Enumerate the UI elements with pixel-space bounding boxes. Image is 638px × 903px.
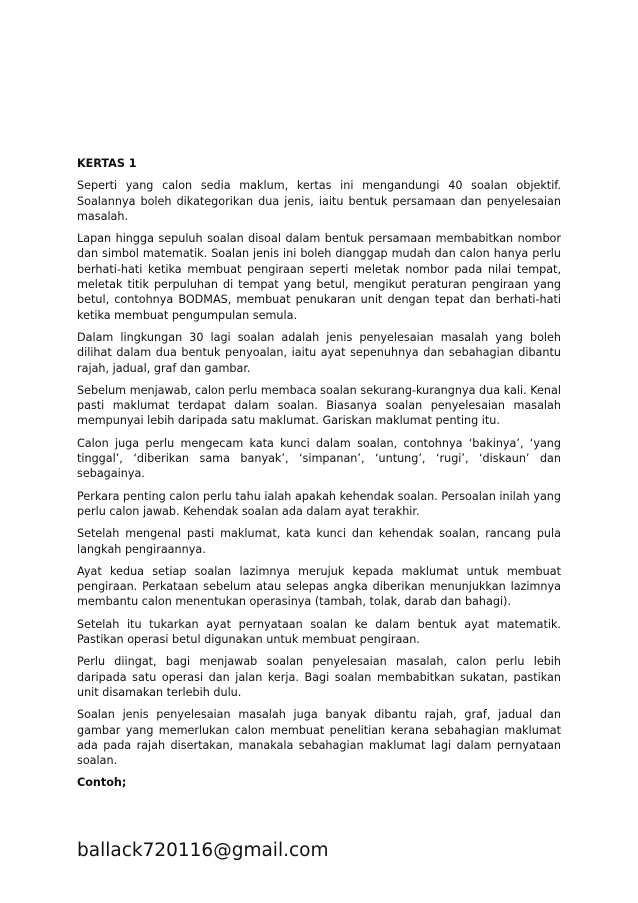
- section-heading: KERTAS 1: [77, 157, 137, 170]
- paragraph-6: Perkara penting calon perlu tahu ialah apakah kehendak soalan. Persoalan inilah yang perlu calon jawab. Kehendak soalan ada dalam ayat terakhir.: [77, 489, 561, 518]
- paragraph-2: Lapan hingga sepuluh soalan disoal dalam bentuk persamaan membabitkan nombor dan simbol matematik. Soalan jenis ini boleh dianggap mudah dan calon hanya perlu berhati-hati ketika membuat pengiraan seperti meletak nombor pada nilai tempat, meletak titik perpuluhan di tempat yang betul, mengikut peraturan pengiraan yang betul, contohnya BODMAS, membuat penukaran unit dengan tepat dan berhati-hati ketika membuat pengumpulan semula.: [77, 232, 561, 322]
- paragraph-8: Ayat kedua setiap soalan lazimnya merujuk kepada maklumat untuk membuat pengiraan. Perkataan sebelum atau selepas angka diberikan menunjukkan lazimnya membantu calon menentukan operasinya (tambah, tolak, darab dan bahagi).: [77, 564, 561, 609]
- paragraph-10: Perlu diingat, bagi menjawab soalan penyelesaian masalah, calon perlu lebih daripada satu operasi dan jalan kerja. Bagi soalan membabitkan sukatan, pastikan unit disamakan terlebih dulu.: [77, 655, 561, 699]
- example-label: Contoh;: [77, 776, 127, 790]
- paragraph-7: Setelah mengenal pasti maklumat, kata kunci dan kehendak soalan, rancang pula langkah pengiraannya.: [77, 527, 561, 556]
- footer-email: ballack720116@gmail.com: [77, 840, 329, 861]
- document-body: [77, 156, 561, 791]
- paragraph-4: Sebelum menjawab, calon perlu membaca soalan sekurang-kurangnya dua kali. Kenal pasti maklumat terdapat dalam soalan. Biasanya soalan penyelesaian masalah mempunyai lebih daripada satu maklumat. Gariskan maklumat penting itu.: [77, 383, 561, 428]
- paragraph-9: Setelah itu tukarkan ayat pernyataan soalan ke dalam bentuk ayat matematik. Pastikan operasi betul digunakan untuk membuat pengiraan.: [77, 617, 561, 647]
- paragraph-11: Soalan jenis penyelesaian masalah juga banyak dibantu rajah, graf, jadual dan gambar yang memerlukan calon membuat penelitian kerana sebahagian maklumat ada pada rajah disertakan, manakala sebahagian maklumat lagi dalam pernyataan soalan.: [77, 708, 561, 768]
- paragraph-1: Seperti yang calon sedia maklum, kertas ini mengandungi 40 soalan objektif. Soalannya boleh dikategorikan dua jenis, iaitu bentuk persamaan dan penyelesaian masalah.: [77, 179, 561, 223]
- paragraph-5: Calon juga perlu mengecam kata kunci dalam soalan, contohnya ‘bakinya’, ‘yang tinggal’, ‘diberikan sama banyak’, ‘simpanan’, ‘untung’, ‘rugi’, ‘diskaun’ dan sebagainya.: [77, 436, 561, 481]
- paragraph-3: Dalam lingkungan 30 lagi soalan adalah jenis penyelesaian masalah yang boleh dilihat dalam dua bentuk penyoalan, iaitu ayat sepenuhnya dan sebahagian dibantu rajah, jadual, graf dan gambar.: [77, 330, 561, 375]
